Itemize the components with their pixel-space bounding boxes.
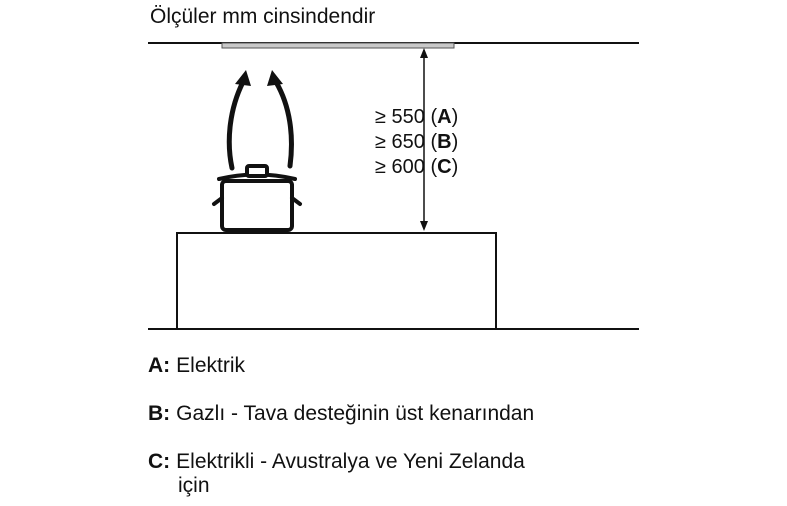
steam-arrowhead-right (267, 70, 283, 86)
steam-arrowhead-left (235, 70, 251, 86)
dimensions-unit-title: Ölçüler mm cinsindendir (150, 5, 376, 28)
legend-item-c: C: Elektrikli - Avustralya ve Yeni Zelanda (148, 450, 525, 473)
hood-panel (222, 43, 454, 48)
cooktop-box (177, 233, 496, 329)
dimension-label-c: ≥ 600 (C) (375, 156, 459, 178)
steam-arrow-icon (229, 82, 291, 168)
legend-item-a: A: Elektrik (148, 354, 246, 377)
legend-item-c-continued: için (178, 474, 210, 497)
cooking-pot-icon (214, 166, 300, 230)
dimension-label-a: ≥ 550 (A) (375, 106, 459, 128)
dimension-label-b: ≥ 650 (B) (375, 131, 459, 153)
legend-item-b: B: Gazlı - Tava desteğinin üst kenarından (148, 402, 535, 425)
